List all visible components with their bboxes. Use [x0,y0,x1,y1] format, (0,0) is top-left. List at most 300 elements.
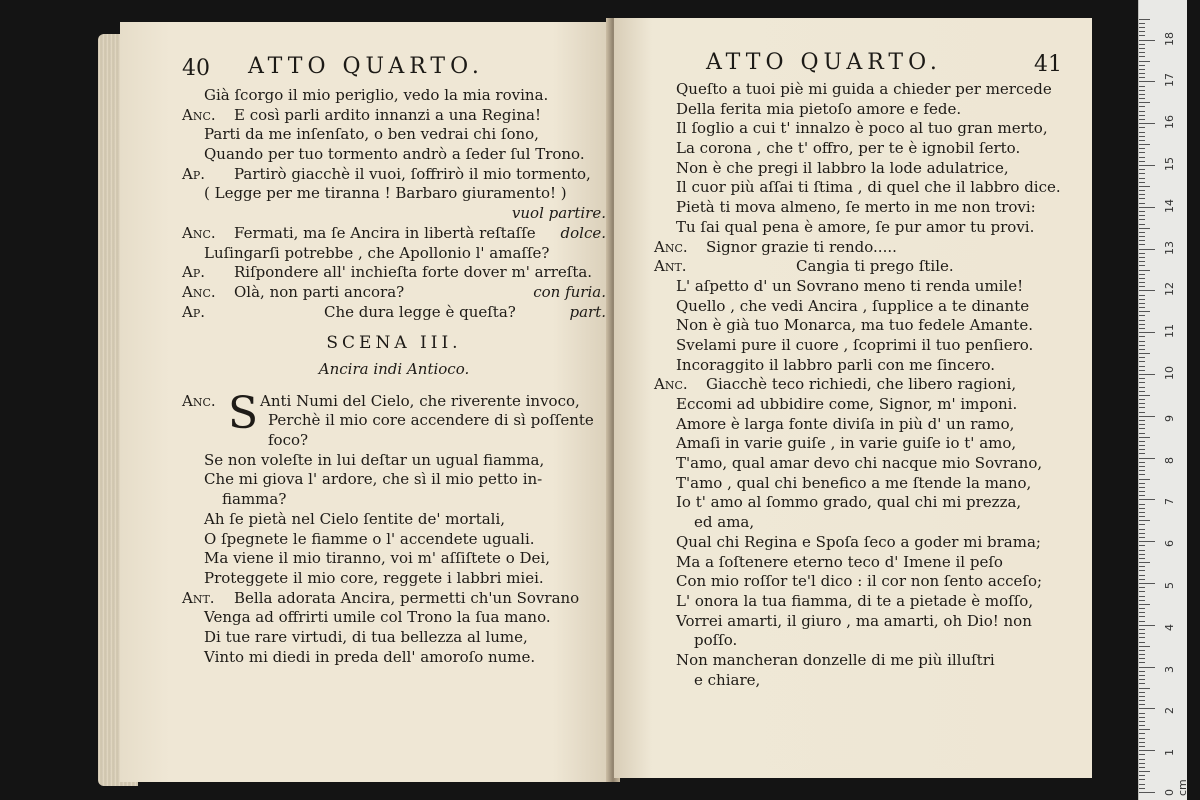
verse-line [182,125,606,145]
ruler-tick [1139,211,1145,212]
verse-line [182,184,606,204]
ruler-tick [1139,35,1145,36]
ruler-tick [1139,437,1150,438]
ruler-tick [1139,562,1150,563]
ruler-tick [1139,299,1145,300]
verse-text: Vinto mi diedi in preda dell' amoroſo nume. [204,647,536,666]
ruler-tick [1139,474,1145,475]
ruler-tick [1139,341,1145,342]
verse-text: Fermati, ma ſe Ancira in libertà reſtaſſe [234,223,536,242]
ruler-tick [1139,48,1145,49]
ruler-number: 5 [1163,582,1176,589]
ruler-tick [1139,407,1145,408]
ruler-tick [1139,604,1150,605]
ruler-tick [1139,633,1145,634]
ruler-tick [1139,395,1150,396]
verse-text: Queſto a tuoi piè mi guida a chieder per mercede [676,80,1052,98]
ruler-tick [1139,374,1155,375]
verse-line [182,490,606,510]
ruler-tick [1139,491,1145,492]
verse-text: Vorrei amarti, il giuro , ma amarti, oh Dio! non [676,611,1032,630]
ruler-tick [1139,236,1145,237]
verse-line [182,628,606,648]
ruler-tick [1139,98,1145,99]
ruler-tick [1139,725,1145,726]
verse-text: Incoraggito il labbro parli con me ſincero. [676,355,996,374]
ruler-number: 4 [1163,623,1176,631]
verse-text: E così parli ardito innanzi a una Regina! [234,105,541,124]
verse-text: Della ferita mia pietoſo amore e fede. [676,99,962,118]
ruler-tick [1139,190,1145,191]
ruler-tick [1139,136,1145,137]
ruler-tick [1139,240,1145,241]
verse-text: Non è che pregi il labbro la lode adulatrice, [676,158,1009,177]
ruler-tick [1139,228,1150,229]
verse-text: L' onora la tua fiamma, di te a pietade è moſſo, [676,591,1034,610]
ruler-tick [1139,286,1145,287]
ruler-tick [1139,27,1145,28]
ruler-tick [1139,119,1145,120]
ruler-tick [1139,717,1145,718]
ruler-tick [1139,244,1145,245]
verse-line [182,510,606,530]
verse-text: Luſingarſi potrebbe , che Apollonio l' amaſſe? [204,243,550,262]
verse-text: Quando per tuo tormento andrò a ſeder ſul Trono. [204,145,585,164]
verse-line [182,648,606,668]
verse-text: Con mio roſſor te'l dico : il cor non ſento acceſo; [676,572,1043,591]
ruler-tick [1139,61,1150,62]
ruler-tick [1139,140,1145,141]
verse-line [654,415,1074,435]
verse-text: Proteggete il mio core, reggete i labbri miei. [204,568,544,587]
ruler-tick [1139,324,1145,325]
ruler-tick [1139,692,1145,693]
ruler-tick [1139,625,1155,626]
verse-line [182,303,606,323]
ruler-tick [1139,106,1145,107]
verse-text: ( Legge per me tiranna ! Barbaro giuramento! ) [204,184,567,203]
ruler-tick [1139,754,1145,755]
verse-line [654,297,1074,317]
ruler-tick [1139,382,1145,383]
ruler-number: 6 [1163,540,1176,548]
ruler-tick [1139,529,1145,530]
verse-text: Quello , che vedi Ancira , ſupplice a te dinante [676,296,1030,315]
verse-line [654,454,1074,474]
ruler-tick [1139,696,1145,697]
verse-text: ed ama, [694,513,755,532]
ruler-tick [1139,792,1155,793]
ruler-tick [1139,600,1145,601]
verse-line [654,119,1074,139]
verse-text: O ſpegnete le fiamme o l' accendete uguali. [204,529,535,548]
ruler-tick [1139,307,1145,308]
speaker-label: Anc. [182,223,216,242]
ruler-tick [1139,290,1155,291]
verse-line [182,145,606,165]
verse-text: Non mancheran donzelle di me più illuſtri [676,650,995,669]
verse-text: Cangia ti prego ſtile. [796,257,954,276]
verse-text: Pietà ti mova almeno, ſe merto in me non trovi: [676,198,1036,217]
ruler-tick [1139,127,1145,128]
running-head-left: ATTO QUARTO. [248,54,484,79]
verse-line [182,244,606,264]
verse-line [654,474,1074,494]
ruler-tick [1139,445,1145,446]
verse-text: T'amo, qual amar devo chi nacque mio Sovrano, [676,454,1043,473]
left-page-text [182,86,606,667]
scene-title: SCENA III. [326,333,462,354]
ruler-tick [1139,253,1145,254]
ruler-tick [1139,784,1145,785]
verse-line [654,198,1074,218]
right-page-text [654,80,1074,690]
ruler-tick [1139,102,1150,103]
verse-line [182,569,606,589]
verse-line [654,572,1074,592]
ruler-tick [1139,123,1155,124]
ruler-tick [1139,278,1145,279]
verse-line [182,106,606,126]
ruler-tick [1139,721,1145,722]
verse-line [182,608,606,628]
ruler-tick [1139,165,1155,166]
verse-text: Il cuor più aſſai ti ſtima , di quel che il labbro dice. [676,178,1061,197]
ruler-tick [1139,186,1150,187]
ruler-tick [1139,349,1145,350]
ruler-number: 9 [1163,414,1176,422]
verse-text: Ah ſe pietà nel Cielo ſentite de' mortali, [204,509,506,528]
ruler-tick [1139,554,1145,555]
verse-line [654,671,1074,691]
ruler-number: 11 [1163,324,1176,339]
ruler-tick [1139,608,1145,609]
ruler-tick [1139,642,1145,643]
verse-line [654,159,1074,179]
ruler-tick [1139,700,1145,701]
verse-line [654,395,1074,415]
verse-line [654,592,1074,612]
ruler-tick [1139,504,1145,505]
ruler-tick [1139,667,1155,668]
verse-line [654,100,1074,120]
verse-text: Ma viene il mio tiranno, voi m' aſſiſtete o Dei, [204,549,550,568]
ruler-tick [1139,403,1145,404]
speaker-label: Anc. [654,237,688,256]
ruler-tick [1139,516,1145,517]
ruler-tick [1139,215,1145,216]
ruler-tick [1139,19,1150,20]
ruler-tick [1139,282,1145,283]
left-page [120,22,612,782]
ruler-tick [1139,537,1145,538]
ruler-tick [1139,219,1145,220]
ruler-tick [1139,295,1145,296]
verse-text: Già ſcorgo il mio periglio, vedo la mia rovina. [204,86,549,104]
verse-line [654,553,1074,573]
ruler-number: 3 [1163,665,1176,673]
verse-line [182,224,606,244]
ruler-tick [1139,332,1155,333]
ruler-tick [1139,370,1145,371]
ruler-tick [1139,178,1145,179]
speaker-label: Ap. [182,302,206,321]
ruler-tick [1139,73,1145,74]
ruler-tick [1139,90,1145,91]
ruler-tick [1139,637,1145,638]
scene-characters: Ancira indi Antioco. [318,359,470,378]
speaker-label: Ap. [182,263,206,282]
ruler-tick [1139,232,1145,233]
ruler-tick [1139,433,1145,434]
verse-text: Io t' amo al ſommo grado, qual chi mi prezza, [676,493,1022,512]
verse-text: e chiare, [694,670,761,689]
ruler-number: 18 [1163,31,1176,46]
ruler-tick [1139,274,1145,275]
ruler-number: 10 [1163,366,1176,380]
ruler-tick [1139,152,1145,153]
ruler-tick [1139,315,1145,316]
ruler-tick [1139,508,1145,509]
verse-text: Svelami pure il cuore , ſcoprimi il tuo penſiero. [676,335,1034,354]
ruler-tick [1139,566,1145,567]
ruler-tick [1139,94,1145,95]
speaker-label: Anc. [182,282,216,301]
ruler-tick [1139,441,1145,442]
ruler-tick [1139,161,1145,162]
verse-line [654,316,1074,336]
verse-text: Partirò giacchè il vuoi, ſoffrirò il mio tormento, [234,164,591,183]
ruler-tick [1139,77,1145,78]
ruler-tick [1139,779,1145,780]
ruler-tick [1139,462,1145,463]
verse-line [654,178,1074,198]
ruler-tick [1139,704,1145,705]
ruler-tick [1139,767,1145,768]
ruler-tick [1139,499,1155,500]
verse-line [654,513,1074,533]
ruler-tick [1139,650,1145,651]
verse-text: Qual chi Regina e Spoſa ſeco a goder mi brama; [676,532,1041,551]
verse-text: Amaſi in varie guiſe , in varie guiſe io t' amo, [676,434,1017,453]
ruler-tick [1139,675,1145,676]
ruler-tick [1139,487,1145,488]
verse-line [182,530,606,550]
dropcap-block [182,387,606,451]
ruler-number: 16 [1163,115,1176,130]
ruler-number: 17 [1163,73,1176,88]
verse-line [654,631,1074,651]
verse-text: poſſo. [694,631,738,650]
verse-line [182,204,606,224]
ruler-tick [1139,424,1145,425]
ruler-number: 7 [1163,498,1176,506]
ruler-tick [1139,583,1155,584]
ruler-number: 15 [1163,157,1176,171]
ruler-tick [1139,420,1145,421]
speaker-label: Anc. [182,105,216,124]
verse-text: Tu ſai qual pena è amore, ſe pur amor tu provi. [676,217,1035,236]
ruler-tick [1139,775,1145,776]
ruler-tick [1139,771,1150,772]
verse-text: Che mi giova l' ardore, che sì il mio petto in- [204,470,543,489]
ruler-tick [1139,512,1145,513]
ruler-tick [1139,671,1145,672]
ruler-tick [1139,662,1145,663]
ruler-tick [1139,708,1155,709]
ruler-tick [1139,416,1155,417]
ruler-tick [1139,270,1150,271]
verse-line [654,612,1074,632]
ruler-tick [1139,591,1145,592]
ruler-tick [1139,733,1145,734]
ruler-tick [1139,579,1145,580]
verse-text: Non è già tuo Monarca, ma tuo fedele Amante. [676,316,1033,335]
ruler-tick [1139,303,1145,304]
verse-text: Venga ad offrirti umile col Trono la ſua mano. [204,608,551,627]
ruler-tick [1139,399,1145,400]
ruler-tick [1139,713,1145,714]
ruler-tick [1139,545,1145,546]
ruler-tick [1139,453,1145,454]
verse-text: Olà, non parti ancora? [234,282,405,301]
verse-text: La corona , che t' offro, per te è ignobil ſerto. [676,139,1021,158]
running-head-right: ATTO QUARTO. [706,50,942,75]
ruler-tick [1139,52,1145,53]
ruler-tick [1139,466,1145,467]
page-number-right: 41 [1034,52,1062,77]
ruler-tick [1139,148,1145,149]
verse-text: Signor grazie ti rendo..... [706,237,897,256]
ruler-tick [1139,56,1145,57]
verse-text: Amore è larga fonte diviſa in più d' un ramo, [676,414,1015,433]
verse-text: Parti da me inſenſato, o ben vedrai chi ſono, [204,125,539,144]
open-book [98,16,1098,786]
ruler-tick [1139,428,1145,429]
ruler-tick [1139,345,1145,346]
ruler-tick [1139,470,1145,471]
verse-line: Anti Numi del Cielo, che riverente invoco, [260,391,580,410]
stage-direction: part. [569,302,606,321]
ruler-number: 1 [1163,749,1176,757]
ruler-tick [1139,449,1145,450]
verse-text: Ma a ſoſtenere eterno teco d' Imene il peſo [676,552,1003,571]
verse-line [654,80,1074,100]
verse-line [182,283,606,303]
ruler-tick [1139,169,1145,170]
verse-text: Bella adorata Ancira, permetti ch'un Sovrano [234,588,580,607]
verse-line [654,238,1074,258]
ruler-tick [1139,738,1145,739]
verse-line [654,651,1074,671]
speaker-label: Ant. [654,257,687,276]
ruler-tick [1139,353,1150,354]
verse-text: Di tue rare virtudi, di tua bellezza al lume, [204,627,528,646]
ruler-tick [1139,115,1145,116]
verse-line [654,533,1074,553]
speaker-label: Ap. [182,164,206,183]
ruler-tick [1139,596,1145,597]
verse-line [182,263,606,283]
ruler-tick [1139,86,1145,87]
ruler-tick [1139,742,1145,743]
ruler-tick [1139,157,1145,158]
verse-line [654,434,1074,454]
verse-line [654,375,1074,395]
ruler-tick [1139,646,1150,647]
ruler-tick [1139,336,1145,337]
verse-line: Perchè il mio core accendere di sì poſſente [268,411,594,430]
stage-direction: con furia. [533,282,606,301]
ruler-tick [1139,495,1145,496]
ruler-tick [1139,483,1145,484]
ruler-tick [1139,541,1155,542]
ruler-tick [1139,311,1150,312]
ruler-tick [1139,658,1145,659]
ruler-tick [1139,249,1155,250]
ruler-tick [1139,257,1145,258]
verse-line [182,589,606,609]
ruler-tick [1139,621,1145,622]
speaker-label: Anc. [654,375,688,394]
ruler-tick [1139,629,1145,630]
ruler-tick [1139,320,1145,321]
verse-text: Se non voleſte in lui deſtar un ugual fiamma, [204,450,545,469]
ruler-number: 12 [1163,282,1176,297]
verse-line [182,470,606,490]
verse-text: Giacchè teco richiedi, che libero ragioni, [706,375,1017,394]
verse-text: Il ſoglio a cui t' innalzo è poco al tuo gran merto, [676,119,1048,138]
ruler-tick [1139,759,1145,760]
ruler-tick [1139,357,1145,358]
verse-text: T'amo , qual chi benefico a me ſtende la mano, [676,473,1032,492]
verse-line [654,336,1074,356]
ruler-tick [1139,524,1145,525]
ruler-number: 2 [1163,707,1176,715]
ruler-tick [1139,203,1145,204]
ruler-tick [1139,550,1145,551]
ruler-tick [1139,679,1145,680]
ruler-tick [1139,520,1150,521]
ruler-number: 14 [1163,198,1176,213]
ruler-unit-label: 0 cm [1163,779,1189,796]
ruler-tick [1139,69,1145,70]
right-page [614,18,1092,778]
ruler-tick [1139,729,1150,730]
ruler-number: 8 [1163,456,1176,464]
verse-line [654,218,1074,238]
ruler-tick [1139,763,1145,764]
ruler-tick [1139,612,1145,613]
ruler-tick [1139,361,1145,362]
ruler-tick [1139,654,1145,655]
ruler-tick [1139,23,1145,24]
verse-line [182,86,606,106]
ruler-number: 13 [1163,240,1176,255]
ruler-tick [1139,387,1145,388]
ruler-tick [1139,207,1155,208]
verse-text: Che dura legge è queſta? [324,302,516,321]
ruler-tick [1139,558,1145,559]
ruler-tick [1139,366,1145,367]
stage-direction: vuol partire. [511,204,606,223]
ruler-tick [1139,750,1155,751]
ruler-tick [1139,132,1145,133]
ruler-tick [1139,533,1145,534]
ruler-tick [1139,198,1145,199]
verse-line [654,139,1074,159]
verse-text: fiamma? [222,490,287,509]
